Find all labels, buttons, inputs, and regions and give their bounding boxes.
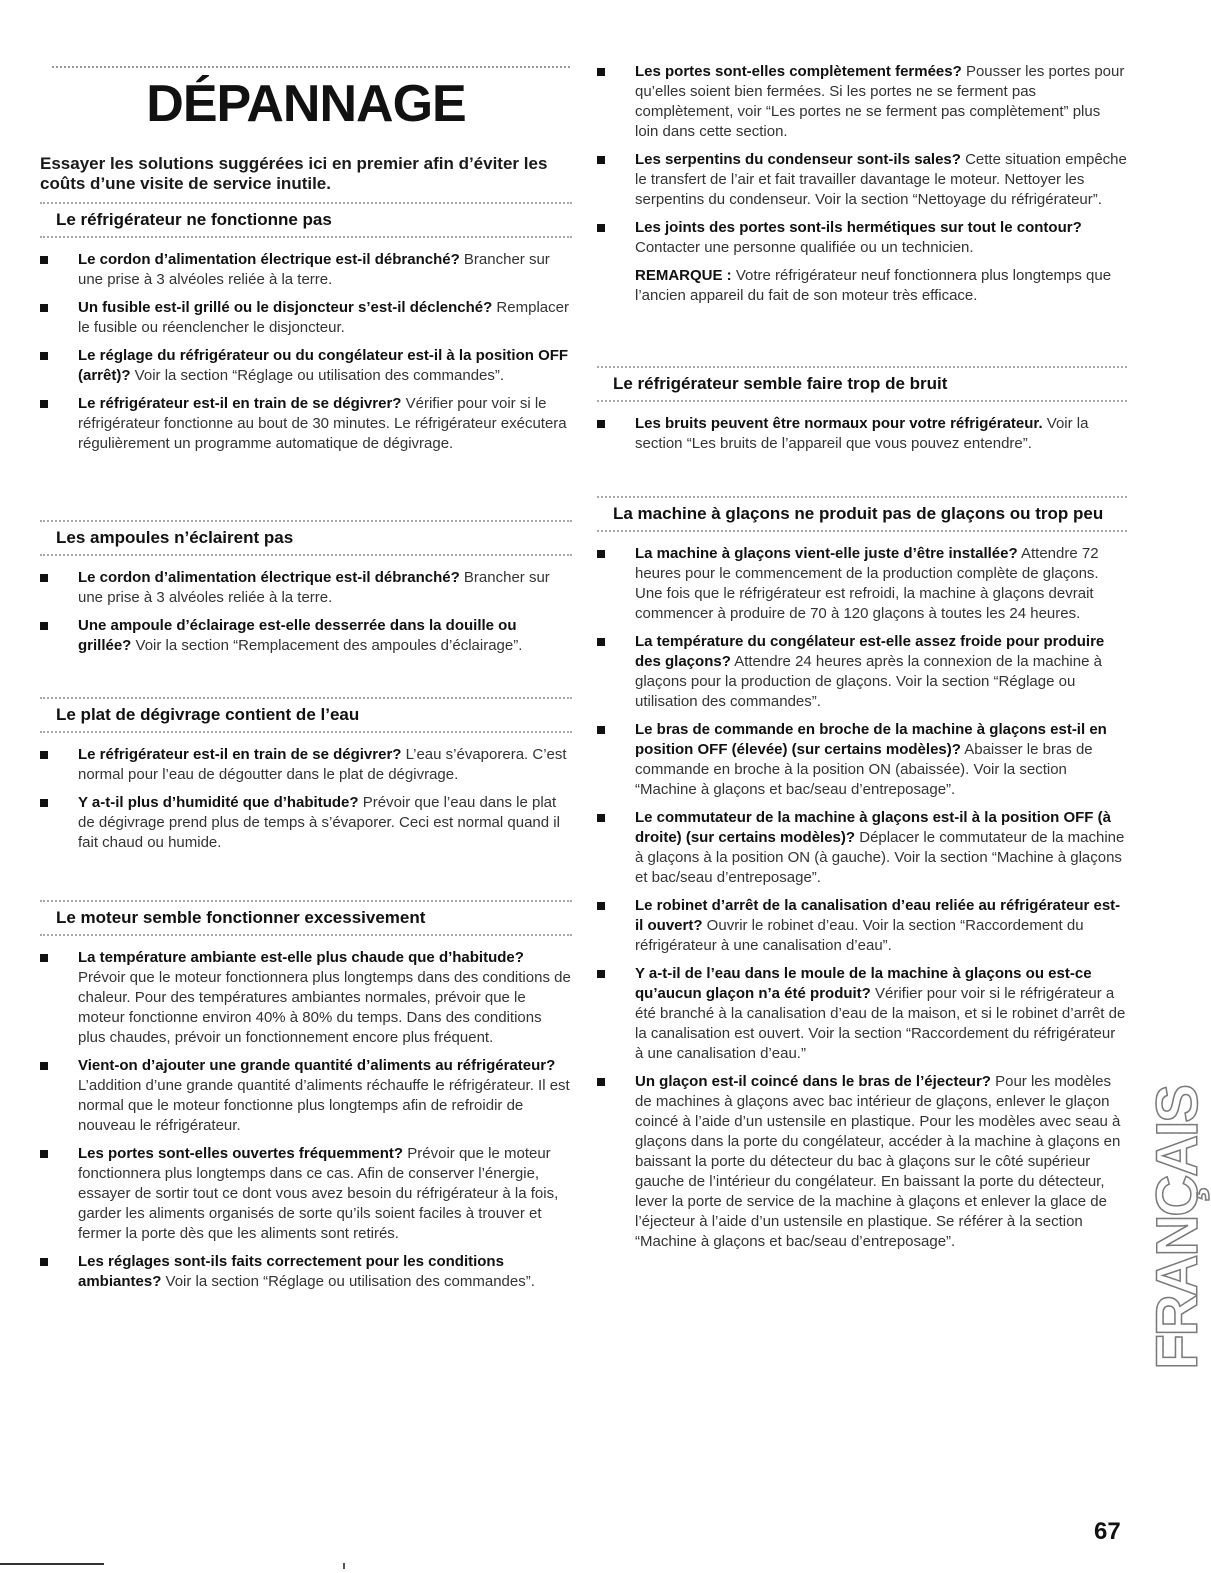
bullet-icon xyxy=(40,256,48,264)
list-item xyxy=(597,218,1127,258)
page-title: DÉPANNAGE xyxy=(146,75,466,133)
answer: Abaisser le bras de commande en broche à la position ON (abaissée). Voir la section “Machine à glaçons et bac/seau d’entreposage”. xyxy=(635,741,1093,798)
bullet-icon xyxy=(40,352,48,360)
list-item xyxy=(40,1144,572,1244)
section-header xyxy=(40,202,572,238)
intro-text: Essayer les solutions suggérées ici en premier afin d’éviter les coûts d’une visite de service inutile. xyxy=(40,154,548,193)
question: Un glaçon est-il coincé dans le bras de l’éjecteur? xyxy=(635,1073,991,1090)
list-item xyxy=(40,298,572,338)
list-item xyxy=(40,793,572,853)
list-item xyxy=(597,720,1127,800)
answer: Voir la section “Les bruits de l’appareil que vous pouvez entendre”. xyxy=(635,415,1089,452)
answer: Brancher sur une prise à 3 alvéoles reliée à la terre. xyxy=(78,569,550,606)
question: Le réfrigérateur est-il en train de se dégivrer? xyxy=(78,746,402,763)
answer: Prévoir que le moteur fonctionnera plus longtemps dans ce cas. Afin de conserver l’énergie, essayer de sortir tout ce dont vous avez besoin du réfrigérateur à la fois, garder les aliments organisés de sorte qu’ils soient faciles à trouver et fermer la porte dès que les aliments sont retirés. xyxy=(78,1145,559,1242)
list-item xyxy=(40,616,572,656)
answer: Prévoir que le moteur fonctionnera plus longtemps dans des conditions de chaleur. Pour des températures ambiantes normales, prévoir que le moteur fonctionne environ 40% à 80% du temps. Dans des conditions plus chaudes, prévoir un fonctionnement encore plus fréquent. xyxy=(78,969,571,1046)
bullet-icon xyxy=(40,1150,48,1158)
note-text: Votre réfrigérateur neuf fonctionnera plus longtemps que l’ancien appareil du fait de son moteur très efficace. xyxy=(635,267,1112,304)
section-ice-maker xyxy=(597,496,1127,1260)
question: Les joints des portes sont-ils hermétiques sur tout le contour? xyxy=(635,219,1082,236)
answer: Vérifier pour voir si le réfrigérateur a été branché à la canalisation d’eau de la maison, et si le robinet d’arrêt de la canalisation est ouvert. Voir la section “Raccordement du réfrigérateur à une canalisation d’eau.” xyxy=(635,985,1126,1062)
list-item xyxy=(597,150,1127,210)
answer: Prévoir que l’eau dans le plat de dégivrage prend plus de temps à s’évaporer. Ceci est normal quand il fait chaud ou humide. xyxy=(78,794,560,851)
list-item xyxy=(597,62,1127,142)
section-heading: Le réfrigérateur semble faire trop de bruit xyxy=(613,374,948,393)
section-header xyxy=(40,900,572,936)
question: Les portes sont-elles ouvertes fréquemment? xyxy=(78,1145,404,1162)
answer: Déplacer le commutateur de la machine à glaçons à la position ON (à gauche). Voir la section “Machine à glaçons et bac/seau d’entreposage”. xyxy=(635,829,1125,886)
answer: Brancher sur une prise à 3 alvéoles reliée à la terre. xyxy=(78,251,550,288)
list-item xyxy=(40,745,572,785)
question: Le robinet d’arrêt de la canalisation d’eau reliée au réfrigérateur est-il ouvert? xyxy=(635,897,1121,934)
list-item xyxy=(40,948,572,1048)
question: Le cordon d’alimentation électrique est-il débranché? xyxy=(78,251,460,268)
note-label: REMARQUE : xyxy=(635,267,732,284)
list-item xyxy=(40,346,572,386)
bullet-icon xyxy=(597,1078,605,1086)
answer: Pousser les portes pour qu’elles soient bien fermées. Si les portes ne se ferment pas complètement, voir “Les portes ne se ferment pas complètement” plus loin dans cette section. xyxy=(635,63,1125,140)
question: Le commutateur de la machine à glaçons est-il à la position OFF (à droite) (sur certains modèles)? xyxy=(635,809,1111,846)
bullet-icon xyxy=(597,814,605,822)
bullet-icon xyxy=(40,799,48,807)
bullet-icon xyxy=(597,726,605,734)
answer: Voir la section “Réglage ou utilisation des commandes”. xyxy=(130,367,505,384)
answer: Attendre 72 heures pour le commencement de la production complète de glaçons. Une fois que le réfrigérateur est refroidi, la machine à glaçons devrait commencer à produire de 70 à 120 glaçons à toutes les 24 heures. xyxy=(635,545,1099,622)
bullet-icon xyxy=(40,954,48,962)
section-heading: Le plat de dégivrage contient de l’eau xyxy=(56,705,360,724)
list-item xyxy=(597,1072,1127,1252)
section-motor-continued xyxy=(597,62,1127,314)
list-item xyxy=(597,808,1127,888)
question: Le bras de commande en broche de la machine à glaçons est-il en position OFF (élevée) (sur certains modèles)? xyxy=(635,721,1107,758)
bullet-icon xyxy=(40,1258,48,1266)
question: Le cordon d’alimentation électrique est-il débranché? xyxy=(78,569,460,586)
question: Une ampoule d’éclairage est-elle desserrée dans la douille ou grillée? xyxy=(78,617,517,654)
answer: L’eau s’évaporera. C’est normal pour l’eau de dégoutter dans le plat de dégivrage. xyxy=(78,746,567,783)
answer: Voir la section “Remplacement des ampoules d’éclairage”. xyxy=(131,637,523,654)
question: Un fusible est-il grillé ou le disjoncteur s’est-il déclenché? xyxy=(78,299,493,316)
bullet-icon xyxy=(40,304,48,312)
list-item xyxy=(597,544,1127,624)
bullet-icon xyxy=(40,1062,48,1070)
list-item xyxy=(40,250,572,290)
list-item xyxy=(40,394,572,454)
section-bulbs-not-lit xyxy=(40,520,572,664)
question: Vient-on d’ajouter une grande quantité d’aliments au réfrigérateur? xyxy=(78,1057,556,1074)
list-item xyxy=(597,896,1127,956)
bullet-icon xyxy=(597,68,605,76)
list-item xyxy=(597,964,1127,1064)
list-item xyxy=(40,568,572,608)
list-item xyxy=(40,1056,572,1136)
list-item xyxy=(40,1252,572,1292)
bullet-icon xyxy=(597,550,605,558)
section-header xyxy=(597,496,1127,532)
bottom-rule xyxy=(0,1563,104,1565)
question: Les réglages sont-ils faits correctement pour les conditions ambiantes? xyxy=(78,1253,504,1290)
section-heading: Le moteur semble fonctionner excessivement xyxy=(56,908,426,927)
answer: Contacter une personne qualifiée ou un technicien. xyxy=(635,239,974,256)
page-number: 67 xyxy=(1094,1518,1121,1545)
section-heading: Les ampoules n’éclairent pas xyxy=(56,528,294,547)
bullet-icon xyxy=(597,156,605,164)
bullet-icon xyxy=(597,420,605,428)
bullet-icon xyxy=(40,400,48,408)
question: La machine à glaçons vient-elle juste d’être installée? xyxy=(635,545,1018,562)
section-heading: La machine à glaçons ne produit pas de glaçons ou trop peu xyxy=(613,504,1104,523)
bullet-icon xyxy=(597,970,605,978)
bullet-icon xyxy=(597,224,605,232)
bullet-icon xyxy=(40,751,48,759)
answer: Remplacer le fusible ou réenclencher le disjoncteur. xyxy=(78,299,569,336)
bullet-icon xyxy=(597,902,605,910)
bullet-icon xyxy=(597,638,605,646)
question: Les bruits peuvent être normaux pour votre réfrigérateur. xyxy=(635,415,1043,432)
answer: Voir la section “Réglage ou utilisation des commandes”. xyxy=(161,1273,535,1290)
section-defrost-pan-water xyxy=(40,697,572,861)
question: Les portes sont-elles complètement fermées? xyxy=(635,63,962,80)
answer: Pour les modèles de machines à glaçons avec bac intérieur de glaçons, enlever le glaçon coincé à l’aide d’un ustensile en plastique. Pour les modèles avec seau à glaçons dans la porte du congélateur, accéder à la machine à glaçons en baissant la porte du détecteur du bac à glaçons sur le côté supérieur gauche de l’intérieur du congélateur. En baissant la porte du détecteur, lever la porte de service de la machine à glaçons et enlever la glace de l’éjecteur à l’aide d’un ustensile en plastique. Se référer à la section “Machine à glaçons et bac/seau d’entreposage”. xyxy=(635,1073,1121,1250)
question: Y a-t-il de l’eau dans le moule de la machine à glaçons ou est-ce qu’aucun glaçon n’a été produit? xyxy=(635,965,1092,1002)
answer: Ouvrir le robinet d’eau. Voir la section “Raccordement du réfrigérateur à une canalisation d’eau”. xyxy=(635,917,1084,954)
language-side-tab xyxy=(1144,1078,1210,1378)
question: La température ambiante est-elle plus chaude que d’habitude? xyxy=(78,949,524,966)
language-tab-label: FRANÇAIS xyxy=(1144,1086,1210,1370)
section-heading: Le réfrigérateur ne fonctionne pas xyxy=(56,210,332,229)
question: Les serpentins du condenseur sont-ils sales? xyxy=(635,151,961,168)
answer: L’addition d’une grande quantité d’aliments réchauffe le réfrigérateur. Il est normal que le moteur fonctionne plus longtemps afin de refroidir de nouveau le réfrigérateur. xyxy=(78,1077,570,1134)
question: La température du congélateur est-elle assez froide pour produire des glaçons? xyxy=(635,633,1105,670)
question: Le réfrigérateur est-il en train de se dégivrer? xyxy=(78,395,402,412)
section-header xyxy=(40,520,572,556)
bullet-icon xyxy=(40,574,48,582)
section-header xyxy=(597,366,1127,402)
section-too-noisy xyxy=(597,366,1127,462)
list-item xyxy=(597,414,1127,454)
section-fridge-not-working xyxy=(40,202,572,462)
answer: Attendre 24 heures après la connexion de la machine à glaçons pour la production de glaçons. Voir la section “Réglage ou utilisation des commandes”. xyxy=(635,653,1102,710)
bullet-icon xyxy=(40,622,48,630)
answer: Vérifier pour voir si le réfrigérateur fonctionne au bout de 30 minutes. Le réfrigérateur exécutera régulièrement un programme automatique de dégivrage. xyxy=(78,395,567,452)
question: Y a-t-il plus d’humidité que d’habitude? xyxy=(78,794,359,811)
note xyxy=(597,266,1127,306)
answer: Cette situation empêche le transfert de l’air et fait travailler davantage le moteur. Nettoyer les serpentins du condenseur. Voir la section “Nettoyage du réfrigérateur”. xyxy=(635,151,1127,208)
list-item xyxy=(597,632,1127,712)
top-dotted-rule xyxy=(52,66,570,68)
question: Le réglage du réfrigérateur ou du congélateur est-il à la position OFF (arrêt)? xyxy=(78,347,569,384)
section-header xyxy=(40,697,572,733)
bottom-tick-mark xyxy=(343,1563,345,1569)
section-motor-runs-excessively xyxy=(40,900,572,1300)
